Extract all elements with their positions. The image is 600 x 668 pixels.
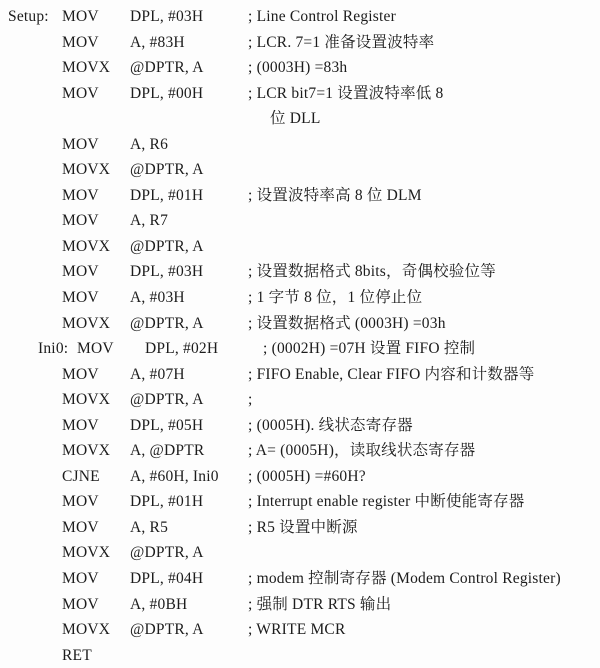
asm-operands: A, R6 bbox=[130, 135, 169, 153]
asm-comment: ; (0002H) =07H 设置 FIFO 控制 bbox=[263, 340, 476, 358]
asm-comment: ; 设置波特率高 8 位 DLM bbox=[248, 186, 422, 204]
asm-comment bbox=[248, 132, 600, 158]
asm-operands: A, #83H bbox=[130, 33, 185, 51]
asm-operands: DPL, #02H bbox=[145, 340, 219, 358]
asm-label bbox=[8, 566, 62, 592]
code-line bbox=[8, 208, 600, 234]
asm-operands: A, R5 bbox=[130, 518, 169, 536]
asm-label bbox=[8, 464, 62, 490]
asm-label bbox=[8, 183, 62, 209]
asm-opcode: MOV bbox=[62, 33, 99, 51]
asm-opcode: RET bbox=[62, 646, 92, 664]
code-line bbox=[8, 311, 600, 337]
asm-opcode: MOV bbox=[62, 365, 99, 383]
code-line bbox=[8, 489, 600, 515]
asm-label bbox=[8, 617, 62, 643]
asm-opcode: MOV bbox=[62, 518, 99, 536]
asm-operands bbox=[130, 643, 248, 668]
asm-opcode: MOVX bbox=[62, 621, 111, 639]
asm-comment: ; LCR bit7=1 设置波特率低 8 bbox=[248, 84, 444, 102]
code-line bbox=[8, 132, 600, 158]
asm-operands: DPL, #04H bbox=[130, 570, 204, 588]
asm-opcode: MOV bbox=[62, 135, 99, 153]
asm-comment: 位 DLL bbox=[270, 110, 321, 128]
asm-opcode: MOVX bbox=[62, 314, 111, 332]
asm-comment bbox=[248, 208, 600, 234]
asm-operands bbox=[130, 106, 248, 132]
asm-operands: @DPTR, A bbox=[130, 161, 204, 179]
asm-opcode: MOVX bbox=[62, 391, 111, 409]
asm-comment: ; A= (0005H)，读取线状态寄存器 bbox=[248, 442, 476, 460]
asm-operands: A, #03H bbox=[130, 289, 185, 307]
asm-label bbox=[8, 438, 62, 464]
code-line bbox=[8, 643, 600, 668]
code-line bbox=[8, 592, 600, 618]
code-line bbox=[8, 30, 600, 56]
code-listing bbox=[8, 4, 600, 668]
code-line bbox=[8, 106, 600, 132]
asm-operands: A, #0BH bbox=[130, 595, 188, 613]
code-line bbox=[8, 81, 600, 107]
asm-comment: ; 强制 DTR RTS 输出 bbox=[248, 595, 392, 613]
asm-comment: ; bbox=[248, 391, 253, 409]
asm-comment: ; FIFO Enable, Clear FIFO 内容和计数器等 bbox=[248, 365, 535, 383]
asm-operands: A, #07H bbox=[130, 365, 185, 383]
asm-opcode bbox=[62, 106, 130, 132]
asm-label bbox=[8, 643, 62, 668]
code-line bbox=[8, 55, 600, 81]
code-line bbox=[8, 566, 600, 592]
asm-comment: ; Interrupt enable register 中断使能寄存器 bbox=[248, 493, 525, 511]
asm-label bbox=[8, 234, 62, 260]
asm-comment: ; 设置数据格式 8bits，奇偶校验位等 bbox=[248, 263, 496, 281]
asm-opcode: CJNE bbox=[62, 467, 100, 485]
asm-label bbox=[8, 311, 62, 337]
asm-opcode: MOV bbox=[62, 493, 99, 511]
asm-opcode: MOVX bbox=[62, 59, 111, 77]
code-line bbox=[8, 387, 600, 413]
asm-label bbox=[8, 157, 62, 183]
code-line bbox=[8, 157, 600, 183]
code-line bbox=[8, 540, 600, 566]
asm-label bbox=[8, 30, 62, 56]
asm-opcode: MOV bbox=[62, 8, 99, 25]
asm-label: Setup: bbox=[8, 8, 49, 25]
asm-opcode: MOV bbox=[62, 416, 99, 434]
asm-comment bbox=[248, 643, 600, 668]
asm-opcode: MOV bbox=[62, 212, 99, 230]
code-line bbox=[8, 617, 600, 643]
code-line bbox=[8, 413, 600, 439]
asm-opcode: MOV bbox=[62, 263, 99, 281]
asm-opcode: MOVX bbox=[62, 237, 111, 255]
asm-label bbox=[8, 515, 62, 541]
asm-operands: DPL, #03H bbox=[130, 8, 204, 25]
asm-opcode: MOV bbox=[62, 289, 99, 307]
code-line bbox=[8, 438, 600, 464]
asm-operands: @DPTR, A bbox=[130, 237, 204, 255]
asm-label bbox=[8, 489, 62, 515]
code-line bbox=[8, 362, 600, 388]
asm-operands: DPL, #05H bbox=[130, 416, 204, 434]
code-line bbox=[8, 515, 600, 541]
asm-comment: ; modem 控制寄存器 (Modem Control Register) bbox=[248, 570, 561, 588]
asm-comment: ; (0003H) =83h bbox=[248, 59, 348, 77]
code-line bbox=[8, 464, 600, 490]
asm-operands: @DPTR, A bbox=[130, 544, 204, 562]
asm-opcode: MOVX bbox=[62, 161, 111, 179]
asm-opcode: MOVX bbox=[62, 544, 111, 562]
asm-opcode: MOV bbox=[62, 595, 99, 613]
asm-label bbox=[8, 259, 62, 285]
asm-label bbox=[8, 132, 62, 158]
asm-operands: A, R7 bbox=[130, 212, 169, 230]
asm-operands: DPL, #03H bbox=[130, 263, 204, 281]
asm-operands: @DPTR, A bbox=[130, 314, 204, 332]
asm-label bbox=[8, 81, 62, 107]
asm-comment bbox=[248, 234, 600, 260]
asm-operands: DPL, #01H bbox=[130, 186, 204, 204]
code-line bbox=[8, 259, 600, 285]
asm-comment bbox=[248, 540, 600, 566]
code-line bbox=[8, 285, 600, 311]
asm-opcode: MOV bbox=[62, 84, 99, 102]
code-line bbox=[8, 234, 600, 260]
asm-label bbox=[8, 592, 62, 618]
asm-comment: ; WRITE MCR bbox=[248, 621, 346, 639]
asm-label bbox=[8, 413, 62, 439]
asm-comment: ; R5 设置中断源 bbox=[248, 518, 358, 536]
asm-operands: A, @DPTR bbox=[130, 442, 205, 460]
asm-comment: ; 1 字节 8 位，1 位停止位 bbox=[248, 289, 423, 307]
asm-label bbox=[8, 55, 62, 81]
asm-comment: ; (0005H). 线状态寄存器 bbox=[248, 416, 413, 434]
asm-comment: ; 设置数据格式 (0003H) =03h bbox=[248, 314, 446, 332]
asm-operands: DPL, #01H bbox=[130, 493, 204, 511]
asm-label bbox=[8, 362, 62, 388]
asm-label bbox=[8, 106, 62, 132]
asm-comment: ; (0005H) =#60H? bbox=[248, 467, 366, 485]
asm-operands: @DPTR, A bbox=[130, 391, 204, 409]
asm-label bbox=[8, 540, 62, 566]
code-line bbox=[8, 4, 600, 30]
asm-operands: @DPTR, A bbox=[130, 59, 204, 77]
asm-comment bbox=[248, 157, 600, 183]
asm-operands: A, #60H, Ini0 bbox=[130, 467, 219, 485]
asm-label: Ini0: bbox=[38, 340, 69, 358]
asm-comment: ; Line Control Register bbox=[248, 8, 396, 25]
asm-operands: @DPTR, A bbox=[130, 621, 204, 639]
asm-opcode: MOV bbox=[77, 340, 114, 358]
asm-comment: ; LCR. 7=1 准备设置波特率 bbox=[248, 33, 435, 51]
code-line bbox=[8, 183, 600, 209]
asm-label bbox=[8, 208, 62, 234]
asm-operands: DPL, #00H bbox=[130, 84, 204, 102]
code-line bbox=[23, 336, 600, 362]
asm-opcode: MOV bbox=[62, 186, 99, 204]
asm-label bbox=[8, 387, 62, 413]
asm-opcode: MOV bbox=[62, 570, 99, 588]
asm-opcode: MOVX bbox=[62, 442, 111, 460]
asm-label bbox=[8, 285, 62, 311]
